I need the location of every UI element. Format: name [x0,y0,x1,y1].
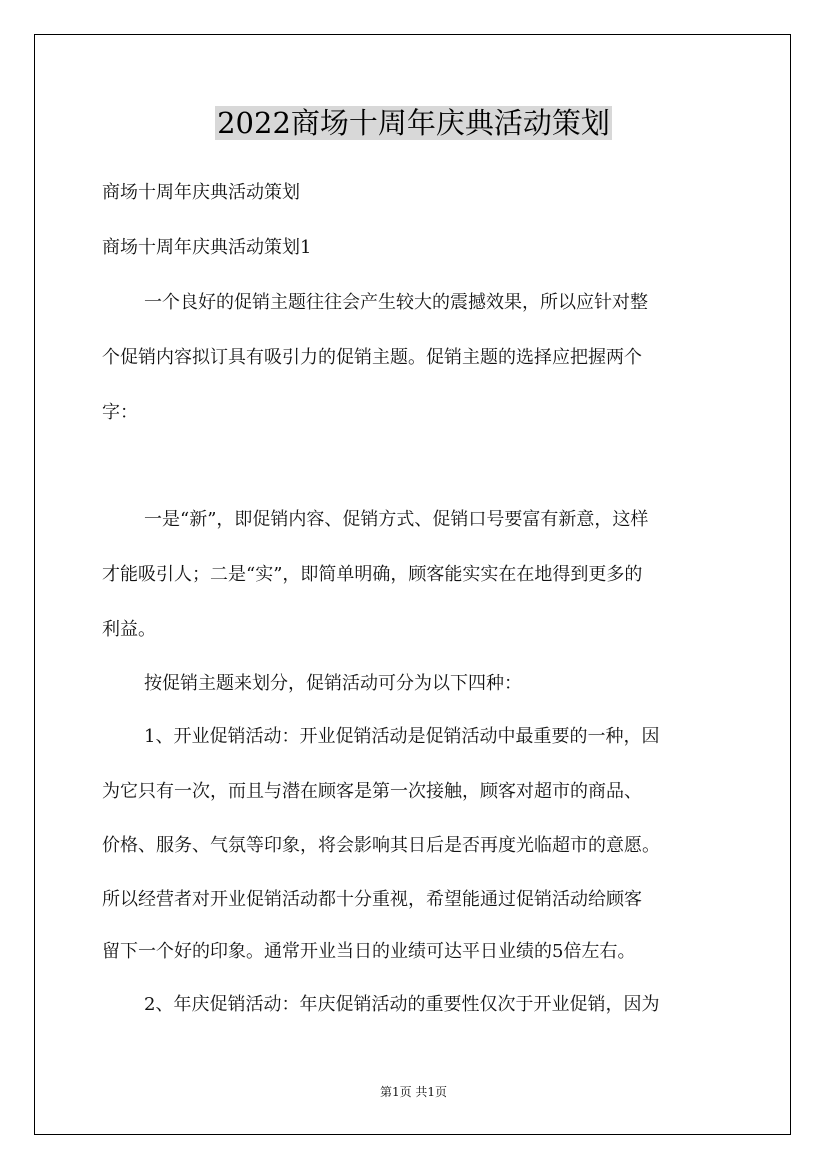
paragraph-line: 为它只有一次，而且与潜在顾客是第一次接触，顾客对超市的商品、 [102,781,642,802]
document-title [0,102,827,144]
paragraph-line: 个促销内容拟订具有吸引力的促销主题。促销主题的选择应把握两个 [102,347,642,368]
paragraph-line: 利益。 [102,619,156,640]
paragraph-line: 2、年庆促销活动：年庆促销活动的重要性仅次于开业促销，因为 [144,994,660,1015]
page-footer: 第1页 共1页 [379,1085,448,1099]
paragraph-line: 留下一个好的印象。通常开业当日的业绩可达平日业绩的5倍左右。 [102,941,636,962]
paragraph-line: 价格、服务、气氛等印象，将会影响其日后是否再度光临超市的意愿。 [102,835,660,856]
paragraph-line: 字： [102,402,138,423]
paragraph-line: 一个良好的促销主题往往会产生较大的震撼效果，所以应针对整 [144,292,648,313]
paragraph-line: 一是“新”，即促销内容、促销方式、促销口号要富有新意，这样 [144,509,649,530]
paragraph-line: 按促销主题来划分，促销活动可分为以下四种： [144,673,522,694]
subtitle-line: 商场十周年庆典活动策划 [102,182,300,203]
title-text: 2022商场十周年庆典活动策划 [217,106,610,140]
paragraph-line: 所以经营者对开业促销活动都十分重视，希望能通过促销活动给顾客 [102,889,642,910]
section-heading: 商场十周年庆典活动策划1 [102,237,312,258]
paragraph-line: 才能吸引人；二是“实”，即简单明确，顾客能实实在在地得到更多的 [102,564,643,585]
paragraph-line: 1、开业促销活动：开业促销活动是促销活动中最重要的一种，因 [144,726,660,747]
